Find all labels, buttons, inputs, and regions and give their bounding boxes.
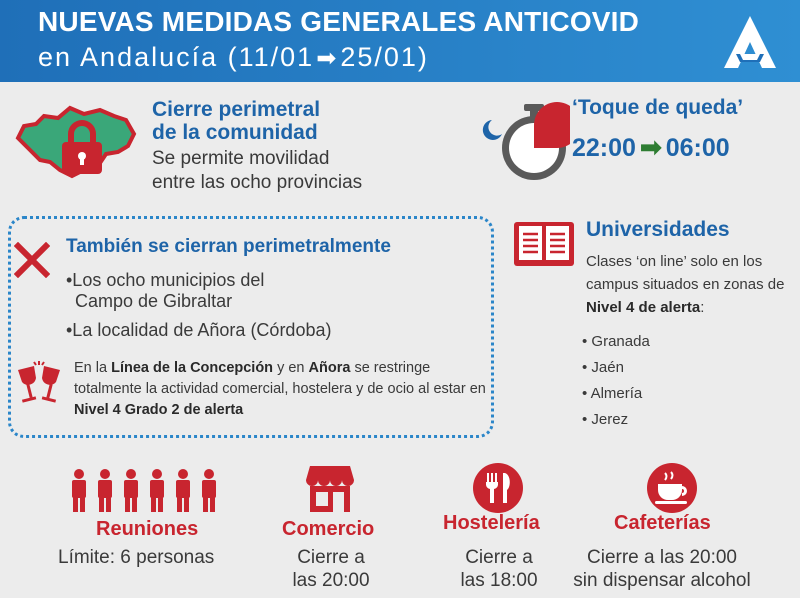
- cierre-text: [152, 147, 362, 195]
- hosteleria-text-line1: Cierre a: [465, 547, 533, 568]
- list-item: • Jaén: [582, 359, 624, 376]
- cafeterias-title: Cafeterías: [614, 512, 711, 534]
- note-bold-anora: Añora: [308, 360, 351, 376]
- page-subtitle: [38, 42, 429, 73]
- coffee-cup-icon: [646, 462, 698, 514]
- stopwatch-moon-icon: [478, 100, 570, 184]
- people-group-icon: [68, 468, 232, 514]
- close-x-icon: [14, 242, 50, 278]
- page-title: NUEVAS MEDIDAS GENERALES ANTICOVID: [38, 6, 640, 37]
- perimetral-title: También se cierran perimetralmente: [66, 236, 391, 257]
- subtitle-end: 25/01): [340, 42, 429, 72]
- toque-start: 22:00: [572, 134, 636, 162]
- cierre-text-line1: Se permite movilidad: [152, 148, 330, 169]
- item-line1: •Los ocho municipios del: [66, 270, 265, 290]
- shop-icon: [306, 464, 354, 514]
- cafeterias-text: [560, 546, 764, 592]
- note-bold-nivel: Nivel 4 Grado 2 de alerta: [74, 402, 244, 418]
- andalucia-map-lock-icon: [14, 98, 146, 182]
- list-item: • Granada: [582, 333, 650, 350]
- comercio-text: [286, 546, 376, 592]
- wine-glasses-icon: [12, 360, 66, 408]
- toque-end: 06:00: [665, 134, 730, 162]
- uni-text-part: :: [700, 299, 705, 316]
- perimetral-item-gibraltar: [66, 270, 264, 312]
- cierre-title-line1: Cierre perimetral: [152, 98, 321, 121]
- uni-text-bold: Nivel 4 de alerta: [586, 299, 701, 316]
- cafeterias-text-line2: sin dispensar alcohol: [573, 570, 751, 591]
- hosteleria-title: Hostelería: [443, 512, 540, 534]
- list-item: • Jerez: [582, 411, 629, 428]
- perimetral-note: [74, 358, 488, 421]
- fork-knife-icon: [472, 462, 524, 514]
- toque-hours: [572, 132, 730, 163]
- cierre-title-line2: de la comunidad: [152, 121, 318, 144]
- comercio-text-line1: Cierre a: [297, 547, 365, 568]
- cierre-text-line2: entre las ocho provincias: [152, 172, 363, 193]
- perimetral-item-anora: •La localidad de Añora (Córdoba): [66, 320, 332, 340]
- comercio-title: Comercio: [282, 518, 375, 540]
- note-part: y en: [273, 360, 309, 376]
- universidades-title: Universidades: [586, 218, 730, 241]
- note-part: se restringe totalmente la actividad comercial, hostelera y de ocio al estar en: [74, 360, 486, 397]
- arrow-icon: ➡: [316, 45, 339, 72]
- cierre-title: [152, 98, 320, 144]
- cafeterias-text-line1: Cierre a las 20:00: [587, 547, 737, 568]
- note-bold-linea: Línea de la Concepción: [111, 360, 274, 376]
- reuniones-title: Reuniones: [96, 518, 199, 540]
- uni-text-part: Clases ‘on line’ solo en los campus situados en zonas de: [586, 253, 785, 293]
- universidades-text: [586, 250, 798, 319]
- open-book-icon: [512, 218, 576, 268]
- junta-andalucia-logo: [722, 14, 778, 70]
- hosteleria-text: [452, 546, 546, 592]
- hosteleria-text-line2: las 18:00: [460, 570, 538, 591]
- note-part: En la: [74, 360, 112, 376]
- item-line2: Campo de Gibraltar: [75, 291, 233, 311]
- arrow-icon: ➡: [639, 132, 662, 162]
- subtitle-start: en Andalucía (11/01: [38, 42, 315, 72]
- list-item: • Almería: [582, 385, 643, 402]
- reuniones-text: Límite: 6 personas: [58, 547, 215, 568]
- toque-title: ‘Toque de queda’: [572, 96, 744, 119]
- comercio-text-line2: las 20:00: [292, 570, 370, 591]
